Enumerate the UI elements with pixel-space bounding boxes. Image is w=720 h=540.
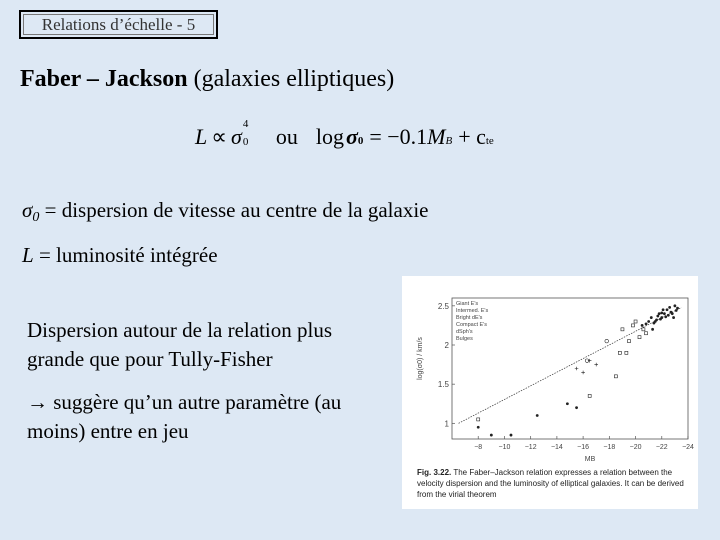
point-1-0 bbox=[621, 328, 624, 331]
faber-jackson-scatter-plot bbox=[402, 276, 698, 466]
point-1-6 bbox=[631, 324, 634, 327]
formula-sub0-2: 0 bbox=[357, 135, 364, 147]
formula-eq: = −0.1 bbox=[369, 124, 428, 149]
x-tick-label-2: −12 bbox=[524, 444, 537, 451]
formula-sigma: σ bbox=[230, 124, 242, 149]
point-1-3 bbox=[638, 336, 641, 339]
formula-log: log bbox=[315, 124, 344, 149]
def-sigma-symbol: σ bbox=[22, 198, 33, 222]
point-0-4 bbox=[658, 312, 661, 315]
formula-sigma2: σ bbox=[345, 124, 358, 149]
point-2-3 bbox=[594, 363, 598, 367]
point-5-3 bbox=[625, 351, 628, 354]
x-tick-label-1: −10 bbox=[498, 444, 511, 451]
x-tick-label-3: −14 bbox=[550, 444, 563, 451]
point-5-4 bbox=[645, 332, 648, 335]
caption-label: Fig. 3.22. bbox=[417, 468, 452, 477]
point-0-19 bbox=[651, 328, 654, 331]
point-0-24 bbox=[645, 322, 648, 325]
point-0-20 bbox=[655, 319, 658, 322]
x-tick-label-5: −18 bbox=[603, 444, 616, 451]
definition-sigma bbox=[22, 198, 428, 226]
point-2-0 bbox=[575, 367, 579, 371]
formula-or: ou bbox=[275, 124, 298, 149]
formula-sub0: 0 bbox=[242, 136, 249, 148]
formula-te: te bbox=[485, 135, 494, 147]
x-tick-label-6: −20 bbox=[629, 444, 642, 451]
point-0-0 bbox=[641, 324, 644, 327]
point-4-1 bbox=[490, 434, 493, 437]
y-axis-label: log(σ0) / km/s bbox=[417, 337, 424, 380]
legend-entry-4: dSph's bbox=[456, 329, 473, 335]
point-0-15 bbox=[656, 315, 659, 318]
point-4-2 bbox=[510, 434, 513, 437]
formula-sigma-scripts bbox=[242, 118, 254, 148]
x-tick-label-7: −22 bbox=[655, 444, 668, 451]
formula-subB: B bbox=[445, 135, 453, 147]
point-1-2 bbox=[634, 320, 637, 323]
point-4-5 bbox=[575, 406, 578, 409]
heading-rest: (galaxies elliptiques) bbox=[187, 66, 395, 92]
point-4-0 bbox=[477, 426, 480, 429]
formula-M: M bbox=[427, 124, 446, 149]
point-0-21 bbox=[660, 311, 663, 314]
faber-jackson-figure bbox=[402, 276, 698, 509]
paragraph-dispersion: Dispersion autour de la relation plus grande que pour Tully-Fisher bbox=[27, 318, 333, 371]
y-tick-label-1: 1.5 bbox=[437, 380, 449, 390]
def-L-text: = luminosité intégrée bbox=[33, 243, 218, 267]
point-0-1 bbox=[647, 320, 650, 323]
point-3-1 bbox=[605, 339, 609, 343]
point-1-1 bbox=[628, 340, 631, 343]
point-2-1 bbox=[581, 371, 585, 375]
def-sigma-sub: 0 bbox=[32, 210, 40, 225]
x-tick-label-4: −16 bbox=[577, 444, 590, 451]
point-0-17 bbox=[671, 312, 674, 315]
point-5-2 bbox=[614, 375, 617, 378]
x-axis-label: MB bbox=[584, 456, 596, 463]
legend-entry-5: Bulges bbox=[456, 336, 473, 342]
legend-entry-2: Bright dE's bbox=[456, 315, 483, 321]
formula-exp: 4 bbox=[242, 118, 249, 130]
point-0-11 bbox=[659, 318, 662, 321]
x-tick-label-8: −24 bbox=[682, 444, 694, 451]
x-tick-label-0: −8 bbox=[474, 444, 483, 451]
point-0-22 bbox=[672, 316, 675, 319]
point-0-7 bbox=[666, 308, 669, 311]
point-4-4 bbox=[566, 402, 569, 405]
point-5-0 bbox=[477, 418, 480, 421]
faber-jackson-formula bbox=[195, 118, 494, 160]
slide-tag bbox=[19, 10, 218, 39]
formula-L: L bbox=[195, 124, 208, 149]
point-0-13 bbox=[664, 315, 667, 318]
legend-entry-3: Compact E's bbox=[456, 322, 488, 328]
y-tick-label-3: 2.5 bbox=[437, 301, 449, 311]
heading-bold: Faber – Jackson bbox=[20, 66, 188, 92]
definition-luminosity bbox=[22, 243, 218, 268]
point-0-10 bbox=[673, 304, 676, 307]
plot-frame bbox=[452, 298, 688, 439]
slide-heading bbox=[20, 66, 394, 93]
y-tick-label-0: 1 bbox=[444, 419, 449, 429]
def-sigma-text: = dispersion de vitesse au centre de la galaxie bbox=[39, 198, 429, 222]
point-0-16 bbox=[668, 306, 671, 309]
legend-entry-0: Giant E's bbox=[456, 301, 479, 307]
formula-plus: + c bbox=[458, 124, 486, 149]
point-0-23 bbox=[675, 309, 678, 312]
point-5-1 bbox=[588, 394, 591, 397]
point-0-12 bbox=[662, 308, 665, 311]
point-1-5 bbox=[642, 328, 645, 331]
legend-entry-1: Intermed. E's bbox=[456, 308, 489, 314]
figure-caption bbox=[417, 467, 689, 500]
paragraph-conclusion: → suggère qu’un autre paramètre (au moins) entre en jeu bbox=[27, 390, 342, 443]
caption-text: The Faber–Jackson relation expresses a relation between the velocity dispersion and the luminosity of elliptical galaxies. It can be derived from the virial theorem bbox=[417, 468, 684, 499]
y-tick-label-2: 2 bbox=[444, 341, 449, 350]
point-0-6 bbox=[663, 312, 666, 315]
point-0-14 bbox=[653, 322, 656, 325]
point-1-4 bbox=[618, 351, 621, 354]
point-0-18 bbox=[676, 307, 679, 310]
point-0-2 bbox=[650, 316, 653, 319]
fit-line bbox=[459, 307, 682, 423]
point-4-3 bbox=[536, 414, 539, 417]
slide-tag-text: Relations d’échelle - 5 bbox=[41, 14, 196, 34]
formula-prop: ∝ bbox=[211, 124, 227, 149]
def-L-symbol: L bbox=[22, 243, 34, 267]
point-0-8 bbox=[667, 314, 670, 317]
